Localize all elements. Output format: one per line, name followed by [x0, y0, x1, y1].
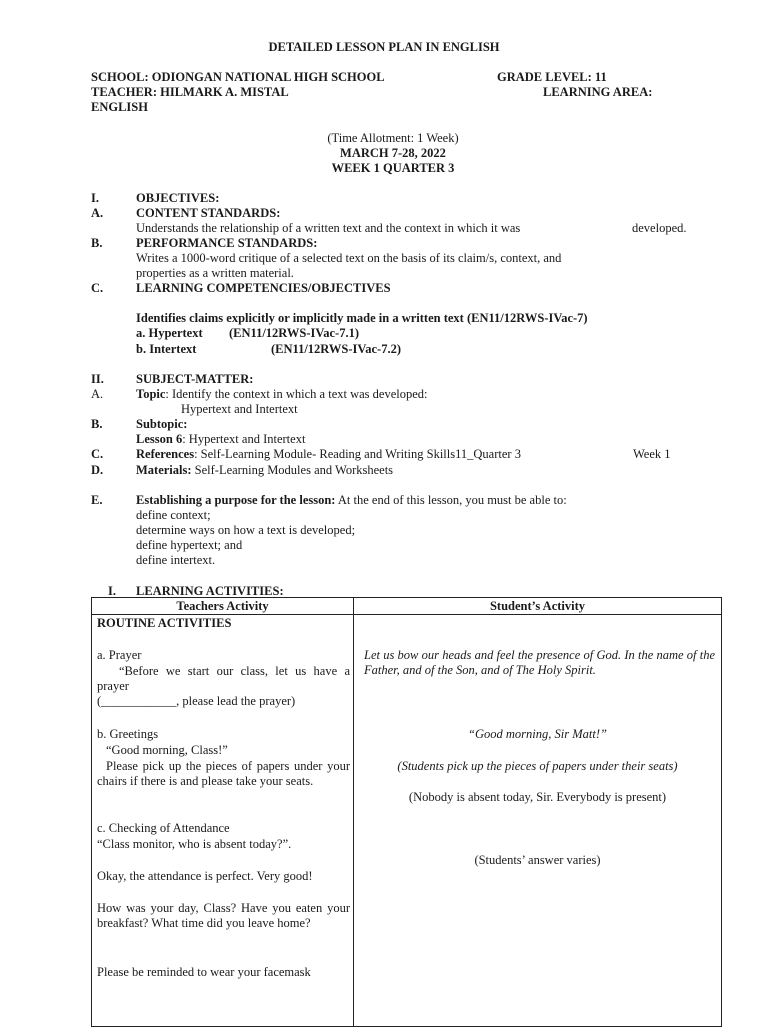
student-answers: (Students’ answer varies): [474, 853, 601, 867]
competencies-letter: C.: [91, 281, 104, 295]
content-standards-text: Understands the relationship of a written text and the context in which it was: [136, 221, 521, 235]
performance-standards-heading: PERFORMANCE STANDARDS:: [136, 236, 318, 250]
student-column-header: Student’s Activity: [354, 598, 722, 615]
subject-matter-heading: SUBJECT-MATTER:: [136, 372, 254, 386]
competency-b-code: (EN11/12RWS-IVac-7.2): [271, 342, 402, 356]
purpose-item: define intertext.: [136, 553, 216, 567]
topic-sub: Hypertext and Intertext: [181, 402, 298, 416]
lesson-line: [136, 432, 305, 447]
facemask-reminder: Please be reminded to wear your facemask: [97, 965, 311, 979]
objectives-number: I.: [91, 191, 99, 205]
student-prayer: Let us bow our heads and feel the presence of God. In the name of the Father, and of the Son, and of The Holy Spirit.: [364, 648, 715, 677]
purpose-text: At the end of this lesson, you must be able to:: [335, 493, 567, 507]
time-allotment: (Time Allotment: 1 Week): [327, 131, 459, 145]
teacher-column-header: Teachers Activity: [92, 598, 354, 615]
purpose-line: [136, 493, 567, 508]
references-week: Week 1: [633, 447, 671, 461]
learning-area-value: ENGLISH: [91, 100, 148, 114]
subtopic-heading: Subtopic:: [136, 417, 188, 431]
week-quarter: WEEK 1 QUARTER 3: [331, 161, 455, 175]
school-label: SCHOOL: ODIONGAN NATIONAL HIGH SCHOOL: [91, 70, 385, 84]
content-standards-letter: A.: [91, 206, 104, 220]
materials-label: Materials:: [136, 463, 192, 477]
competencies-heading: LEARNING COMPETENCIES/OBJECTIVES: [136, 281, 391, 295]
purpose-label: Establishing a purpose for the lesson:: [136, 493, 336, 507]
content-standards-text-end: developed.: [632, 221, 687, 235]
greetings-quote: “Good morning, Class!”: [106, 743, 228, 757]
attendance-quote: “Class monitor, who is absent today?”.: [97, 837, 292, 851]
topic-text: : Identify the context in which a text was developed:: [165, 387, 428, 401]
prayer-quote: “Before we start our class, let us have a prayer: [97, 664, 350, 693]
references-letter: C.: [91, 447, 104, 461]
purpose-item: determine ways on how a text is developed;: [136, 523, 356, 537]
attendance-confirmation: Okay, the attendance is perfect. Very good!: [97, 869, 313, 883]
topic-label: Topic: [136, 387, 166, 401]
student-activity-cell: [354, 615, 722, 1027]
day-question: How was your day, Class? Have you eaten your breakfast? What time did you leave home?: [97, 901, 350, 930]
competency-b-label: b. Intertext: [136, 342, 197, 356]
activities-heading: LEARNING ACTIVITIES:: [136, 584, 284, 598]
objectives-heading: OBJECTIVES:: [136, 191, 220, 205]
student-attendance: (Nobody is absent today, Sir. Everybody is present): [408, 790, 667, 804]
purpose-item: define hypertext; and: [136, 538, 243, 552]
competency-a-label: a. Hypertext: [136, 326, 203, 340]
grade-level-label: GRADE LEVEL: 11: [497, 70, 607, 84]
performance-standards-line1: Writes a 1000-word critique of a selected text on the basis of its claim/s, context, and: [136, 251, 562, 265]
learning-area-label: LEARNING AREA:: [543, 85, 653, 99]
materials-text: Self-Learning Modules and Worksheets: [191, 463, 394, 477]
activities-table: [91, 597, 722, 1027]
document-title: DETAILED LESSON PLAN IN ENGLISH: [268, 40, 500, 54]
teacher-activity-cell: [92, 615, 354, 1027]
content-standards-heading: CONTENT STANDARDS:: [136, 206, 281, 220]
references-text: : Self-Learning Module- Reading and Writing Skills11_Quarter 3: [194, 447, 521, 461]
greetings-heading: b. Greetings: [97, 727, 159, 741]
teacher-label: TEACHER: HILMARK A. MISTAL: [91, 85, 289, 99]
references-line: [136, 447, 521, 462]
table-row: [92, 615, 722, 1027]
lesson-dates: MARCH 7-28, 2022: [340, 146, 446, 160]
materials-line: [136, 463, 393, 478]
purpose-item: define context;: [136, 508, 211, 522]
subtopic-letter: B.: [91, 417, 103, 431]
greetings-instruction: Please pick up the pieces of papers under your chairs if there is and please take your seats.: [97, 759, 350, 788]
student-greeting: “Good morning, Sir Matt!”: [468, 727, 607, 741]
student-papers: (Students pick up the pieces of papers under their seats): [397, 759, 678, 773]
competency-a-code: (EN11/12RWS-IVac-7.1): [229, 326, 360, 340]
topic-letter: A.: [91, 387, 104, 401]
routine-heading: ROUTINE ACTIVITIES: [97, 616, 232, 630]
lesson-label: Lesson 6: [136, 432, 183, 446]
materials-letter: D.: [91, 463, 104, 477]
topic-line: [136, 387, 428, 402]
performance-standards-letter: B.: [91, 236, 103, 250]
performance-standards-line2: properties as a written material.: [136, 266, 294, 280]
lesson-text: : Hypertext and Intertext: [182, 432, 306, 446]
prayer-heading: a. Prayer: [97, 648, 142, 662]
competency-main: Identifies claims explicitly or implicitly made in a written text (EN11/12RWS-IVac-7): [136, 311, 588, 325]
table-header-row: [92, 598, 722, 615]
prayer-lead: (____________, please lead the prayer): [97, 694, 296, 708]
subject-matter-number: II.: [91, 372, 104, 386]
activities-number: I.: [108, 584, 116, 598]
attendance-heading: c. Checking of Attendance: [97, 821, 230, 835]
references-label: References: [136, 447, 195, 461]
purpose-letter: E.: [91, 493, 103, 507]
